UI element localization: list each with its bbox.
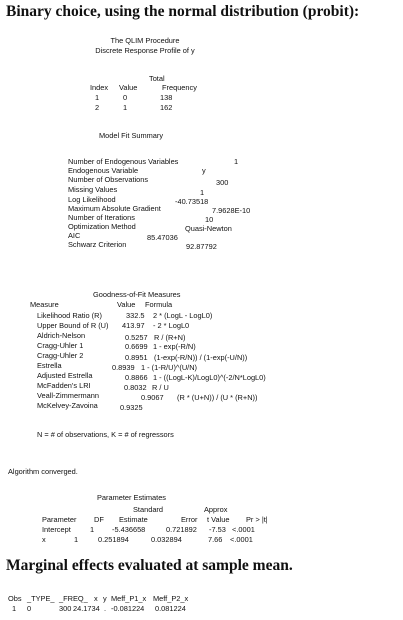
col-header-meff-p2: Meff_P2_x xyxy=(153,594,189,603)
gof-formula: - 2 * LogL0 xyxy=(153,321,190,330)
col-header-obs: Obs xyxy=(8,594,22,603)
fit-value: Quasi-Newton xyxy=(185,224,232,233)
gof-measure: Adjusted Estrella xyxy=(37,371,93,380)
table-cell: 1 xyxy=(123,103,128,112)
gof-value: 0.6699 xyxy=(125,342,148,351)
gof-formula: 1 - (1-R/U)^(U/N) xyxy=(141,363,198,372)
obs-cell: 24.1734 xyxy=(73,604,100,613)
obs-cell: 300 xyxy=(59,604,72,613)
gof-value: 0.8939 xyxy=(112,363,135,372)
gof-measure: Likelihood Ratio (R) xyxy=(37,311,102,320)
col-header-measure: Measure xyxy=(30,300,59,309)
gof-formula: R / U xyxy=(152,383,169,392)
param-cell: 0.032894 xyxy=(151,535,182,544)
gof-formula: (R * (U+N)) / (U * (R+N)) xyxy=(177,393,258,402)
col-header-estimate: Estimate xyxy=(119,515,148,524)
col-header-index: Index xyxy=(90,83,109,92)
fit-label: AIC xyxy=(68,231,81,240)
algorithm-note: Algorithm converged. xyxy=(8,467,78,476)
gof-value: 0.9067 xyxy=(141,393,164,402)
gof-formula: 2 * (LogL - LogL0) xyxy=(153,311,213,320)
fit-label: Number of Iterations xyxy=(68,213,135,222)
profile-title: Discrete Response Profile of y xyxy=(95,46,195,55)
col-header-tvalue: t Value xyxy=(207,515,230,524)
table-cell: 162 xyxy=(160,103,173,112)
gof-measure: Cragg-Uhler 2 xyxy=(37,351,84,360)
col-header-value: Value xyxy=(119,83,138,92)
gof-measure: McFadden's LRI xyxy=(37,381,91,390)
gof-formula: (1-exp(-R/N)) / (1-exp(-U/N)) xyxy=(154,353,248,362)
gof-value: 0.8866 xyxy=(125,373,148,382)
col-header-y: y xyxy=(103,594,107,603)
col-header-error: Error xyxy=(181,515,198,524)
param-cell: 0.721892 xyxy=(166,525,197,534)
col-header-frequency: Frequency xyxy=(162,83,197,92)
obs-cell: 0.081224 xyxy=(155,604,186,613)
obs-cell: . xyxy=(104,604,107,613)
fit-value: 7.9628E-10 xyxy=(212,206,251,215)
gof-measure: Upper Bound of R (U) xyxy=(37,321,109,330)
col-header-standard: Standard xyxy=(133,505,163,514)
param-cell: 0.251894 xyxy=(98,535,129,544)
fit-label: Optimization Method xyxy=(68,222,136,231)
col-header-df: DF xyxy=(94,515,104,524)
col-header-value: Value xyxy=(117,300,136,309)
fit-value: 92.87792 xyxy=(186,242,217,251)
table-cell: 0 xyxy=(123,93,128,102)
table-cell: 1 xyxy=(95,93,100,102)
obs-cell: 1 xyxy=(12,604,17,613)
fit-value: y xyxy=(202,166,206,175)
gof-value: 413.97 xyxy=(122,321,145,330)
param-cell: -5.436658 xyxy=(112,525,146,534)
gof-value: 332.5 xyxy=(126,311,145,320)
gof-formula: 1 - exp(-R/N) xyxy=(153,342,196,351)
fit-value: 1 xyxy=(200,188,205,197)
obs-cell: 0 xyxy=(27,604,32,613)
gof-value: 0.8951 xyxy=(125,353,148,362)
fit-value: 10 xyxy=(205,215,214,224)
fit-label: Maximum Absolute Gradient xyxy=(68,204,161,213)
param-cell: 1 xyxy=(90,525,95,534)
gof-value: 0.9325 xyxy=(120,403,143,412)
fit-label: Schwarz Criterion xyxy=(68,240,127,249)
col-header-type: _TYPE_ xyxy=(27,594,55,603)
gof-formula: R / (R+N) xyxy=(154,333,186,342)
gof-value: 0.5257 xyxy=(125,333,148,342)
fit-label: Log Likelihood xyxy=(68,195,116,204)
gof-measure: Estrella xyxy=(37,361,62,370)
col-header-approx: Approx xyxy=(204,505,228,514)
heading-probit: Binary choice, using the normal distribution (probit): xyxy=(6,3,360,20)
total-header: Total xyxy=(149,74,165,83)
param-cell: 1 xyxy=(74,535,79,544)
col-header-meff-p1: Meff_P1_x xyxy=(111,594,147,603)
table-cell: 138 xyxy=(160,93,173,102)
col-header-pr: Pr > |t| xyxy=(246,515,268,524)
param-cell: <.0001 xyxy=(230,535,253,544)
gof-measure: Veall-Zimmermann xyxy=(37,391,100,400)
param-cell: -7.53 xyxy=(209,525,226,534)
fit-value: 85.47036 xyxy=(147,233,178,242)
gof-measure: McKelvey-Zavoina xyxy=(37,401,98,410)
fit-label: Missing Values xyxy=(68,185,118,194)
param-cell: <.0001 xyxy=(232,525,255,534)
obs-cell: -0.081224 xyxy=(111,604,145,613)
param-cell: x xyxy=(42,535,46,544)
col-header-x: x xyxy=(94,594,98,603)
param-cell: Intercept xyxy=(42,525,71,534)
fit-value: 300 xyxy=(216,178,229,187)
fit-value: -40.73518 xyxy=(175,197,209,206)
gof-footnote: N = # of observations, K = # of regressors xyxy=(37,430,174,439)
gof-measure: Aldrich-Nelson xyxy=(37,331,86,340)
heading-marginal: Marginal effects evaluated at sample mean. xyxy=(6,557,293,574)
col-header-freq: _FREQ_ xyxy=(59,594,88,603)
gof-title: Goodness-of-Fit Measures xyxy=(93,290,181,299)
gof-value: 0.8032 xyxy=(124,383,147,392)
procedure-title: The QLIM Procedure xyxy=(110,36,180,45)
fit-value: 1 xyxy=(234,157,239,166)
fit-label: Endogenous Variable xyxy=(68,166,139,175)
gof-formula: 1 - ((LogL-K)/LogL0)^(-2/N*LogL0) xyxy=(153,373,266,382)
fit-label: Number of Endogenous Variables xyxy=(68,157,179,166)
param-cell: 7.66 xyxy=(208,535,223,544)
table-cell: 2 xyxy=(95,103,100,112)
gof-measure: Cragg-Uhler 1 xyxy=(37,341,84,350)
fit-label: Number of Observations xyxy=(68,175,149,184)
model-fit-title: Model Fit Summary xyxy=(99,131,164,140)
col-header-formula: Formula xyxy=(145,300,173,309)
param-est-title: Parameter Estimates xyxy=(97,493,167,502)
col-header-parameter: Parameter xyxy=(42,515,77,524)
